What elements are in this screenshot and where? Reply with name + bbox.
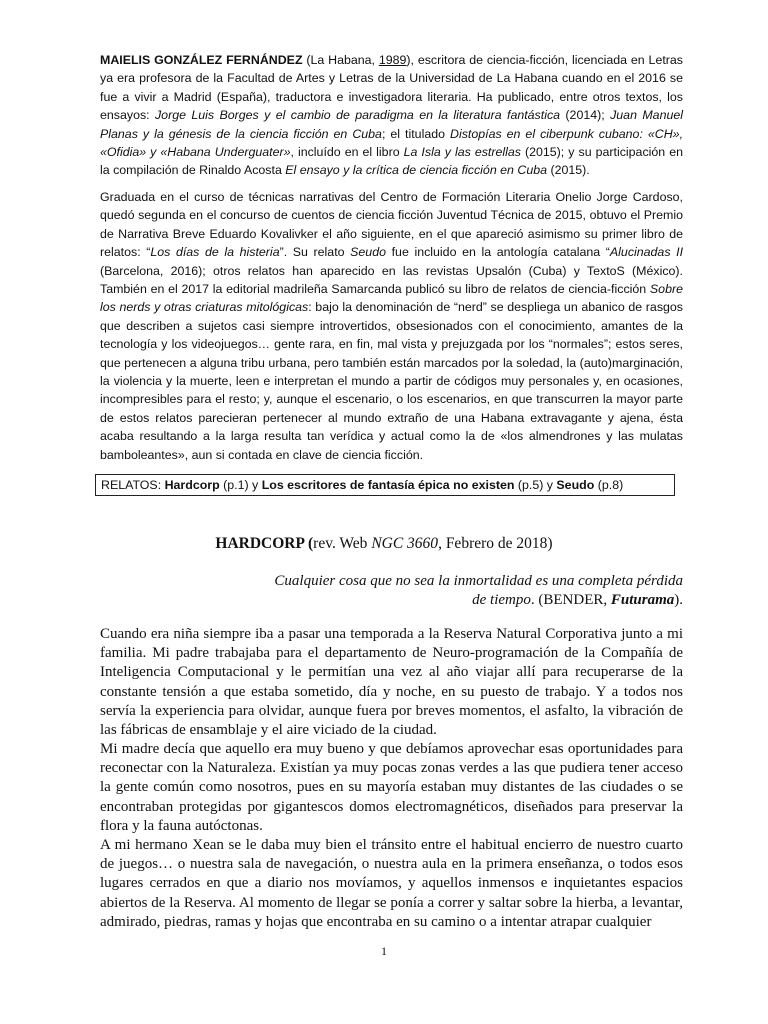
book-title: Sobre los nerds y otras criaturas mitológicas bbox=[100, 282, 683, 315]
story-heading: HARDCORP (rev. Web NGC 3660, Febrero de 2018) bbox=[215, 535, 553, 552]
story-paragraph: A mi hermano Xean se le daba muy bien el tránsito entre el habitual encierro de nuestro cuarto de juegos… o nuestra sala de navegación, o nuestra aula en la primera enseñanza, o todos esos lugares cerrados en que a diario nos movíamos, y aquellos inmensos e inquietantes espacios abiertos de la Reserva. Al momento de llegar se ponía a correr y saltar sobre la hierba, a levantar, admirado, piedras, ramas y hojas que encontraba en su camino o a intentar atrapar cualquier bbox=[100, 837, 683, 930]
story-entry-hardcorp: Hardcorp bbox=[164, 478, 220, 492]
essay-title: Distopías en el ciberpunk cubano: «CH», «Ofidia» y «Habana Underguater» bbox=[100, 126, 684, 160]
author-bio-paragraph-2: Graduada en el curso de técnicas narrativas del Centro de Formación Literaria Onelio Jorge Cardoso, quedó segunda en el concurso de cuentos de ciencia ficción Juventud Técnica de 2015, obtuvo el Premio de Narrativa Breve Eduardo Kovalivker el año siguiente, en el que apareció asimismo su primer libro de relatos: “Los días de la histeria”. Su relato Seudo fue incluido en la antología catalana “Alucinadas II (Barcelona, 2016); otros relatos han aparecido en las revistas Upsalón (Cuba) y TextoS (México). También en el 2017 la editorial madrileña Samarcanda publicó su libro de relatos de ciencia-ficción Sobre los nerds y otras criaturas mitológicas: bajo la denominación de “nerd” se despliega un abanico de rasgos que describen a sujetos casi siempre introvertidos, obsesionados con el conocimiento, amantes de la tecnología y los videojuegos… gente rara, en fin, mal vista y prejuzgada por los “normales”; estos seres, que pertenecen a alguna tribu urbana, pero también están marcados por la soledad, la (auto)marginación, la violencia y la muerte, leen e interpretan el mundo a partir de códigos muy personales y, en ocasiones, incompresibles para el resto; y, aunque el escenario, o los escenarios, en que transcurren la mayor parte de estos relatos parecieran pertenecer al mundo extraño de una Habana extravagante y ajena, ésta acaba resultando a la larga resulta tan verídica y actual como la de «los almendrones y las mulatas bamboleantes», aun si contada en clave de ciencia ficción. bbox=[100, 190, 684, 462]
book-title: Los días de la histeria bbox=[150, 245, 280, 260]
essay-title: Juan Manuel Planas y la génesis de la ciencia ficción en Cuba bbox=[100, 108, 683, 141]
story-title: HARDCORP ( bbox=[215, 535, 314, 552]
story-entry-seudo: Seudo bbox=[556, 478, 595, 492]
book-title: La Isla y las estrellas bbox=[403, 145, 521, 160]
author-bio-paragraph-1: MAIELIS GONZÁLEZ FERNÁNDEZ (La Habana, 1989), escritora de ciencia-ficción, licenciada en Letras ya era profesora de la Facultad de Artes y Letras de la Universidad de La Habana cuando en el 2016 se fue a vivir a Madrid (España), traductora e investigadora literaria. Ha publicado, entre otros textos, los ensayos: Jorge Luis Borges y el cambio de paradigma en la literatura fantástica (2014); Juan Manuel Planas y la génesis de la ciencia ficción en Cuba; el titulado Distopías en el ciberpunk cubano: «CH», «Ofidia» y «Habana Underguater», incluído en el libro La Isla y las estrellas (2015); y su participación en la compilación de Rinaldo Acosta El ensayo y la crítica de ciencia ficción en Cuba (2015). bbox=[100, 53, 684, 178]
author-name: MAIELIS GONZÁLEZ FERNÁNDEZ bbox=[100, 53, 303, 67]
essay-title: Jorge Luis Borges y el cambio de paradigma en la literatura fantástica bbox=[154, 108, 561, 123]
book-title: El ensayo y la crítica de ciencia ficción en Cuba bbox=[285, 163, 547, 178]
epigraph: Cualquier cosa que no sea la inmortalidad es una completa pérdida de tiempo. (BENDER, Futurama). bbox=[274, 573, 683, 608]
birth-year: 1989 bbox=[378, 53, 407, 67]
magazine-name: NGC 3660 bbox=[371, 535, 439, 552]
story-paragraph: Cuando era niña siempre iba a pasar una temporada a la Reserva Natural Corporativa junto a mi familia. Mi padre trabajaba para el departamento de Neuro-programación de la Compañía de Inteligencia Computacional y le permitían una vez al año viajar allí para recuperarse de la constante tensión a que estaba sometido, día y noche, en su puesto de trabajo. Y a todos nos servía la experiencia para olvidar, aunque fuera por breves momentos, el asfalto, la vibración de las fábricas de ensamblaje y el aire viciado de la ciudad. bbox=[100, 626, 683, 739]
page-number: 1 bbox=[381, 944, 387, 958]
story-title: Seudo bbox=[350, 245, 386, 260]
story-paragraph: Mi madre decía que aquello era muy bueno y que debíamos aprovechar esas oportunidades para reconectar con la Naturaleza. Existían ya muy pocas zonas verdes a las que pudiera tener acceso la gente común como nosotros, pues en su mayoría estaban muy distantes de las ciudades o se encontraban protegidas por gigantescos domos electromagnéticos, diseñados para preservar la flora y la fauna autóctonas. bbox=[100, 741, 683, 834]
stories-index-box: RELATOS: Hardcorp (p.1) y Los escritores de fantasía épica no existen (p.5) y Seudo (p.8) bbox=[95, 474, 675, 496]
anthology-title: Alucinadas II bbox=[609, 245, 684, 260]
epigraph-quote: Cualquier cosa que no sea la inmortalidad es una completa pérdida de tiempo bbox=[274, 573, 683, 608]
epigraph-source: Futurama bbox=[610, 592, 675, 608]
relatos-label: RELATOS: bbox=[101, 478, 165, 492]
story-entry-escritores: Los escritores de fantasía épica no existen bbox=[261, 478, 515, 492]
